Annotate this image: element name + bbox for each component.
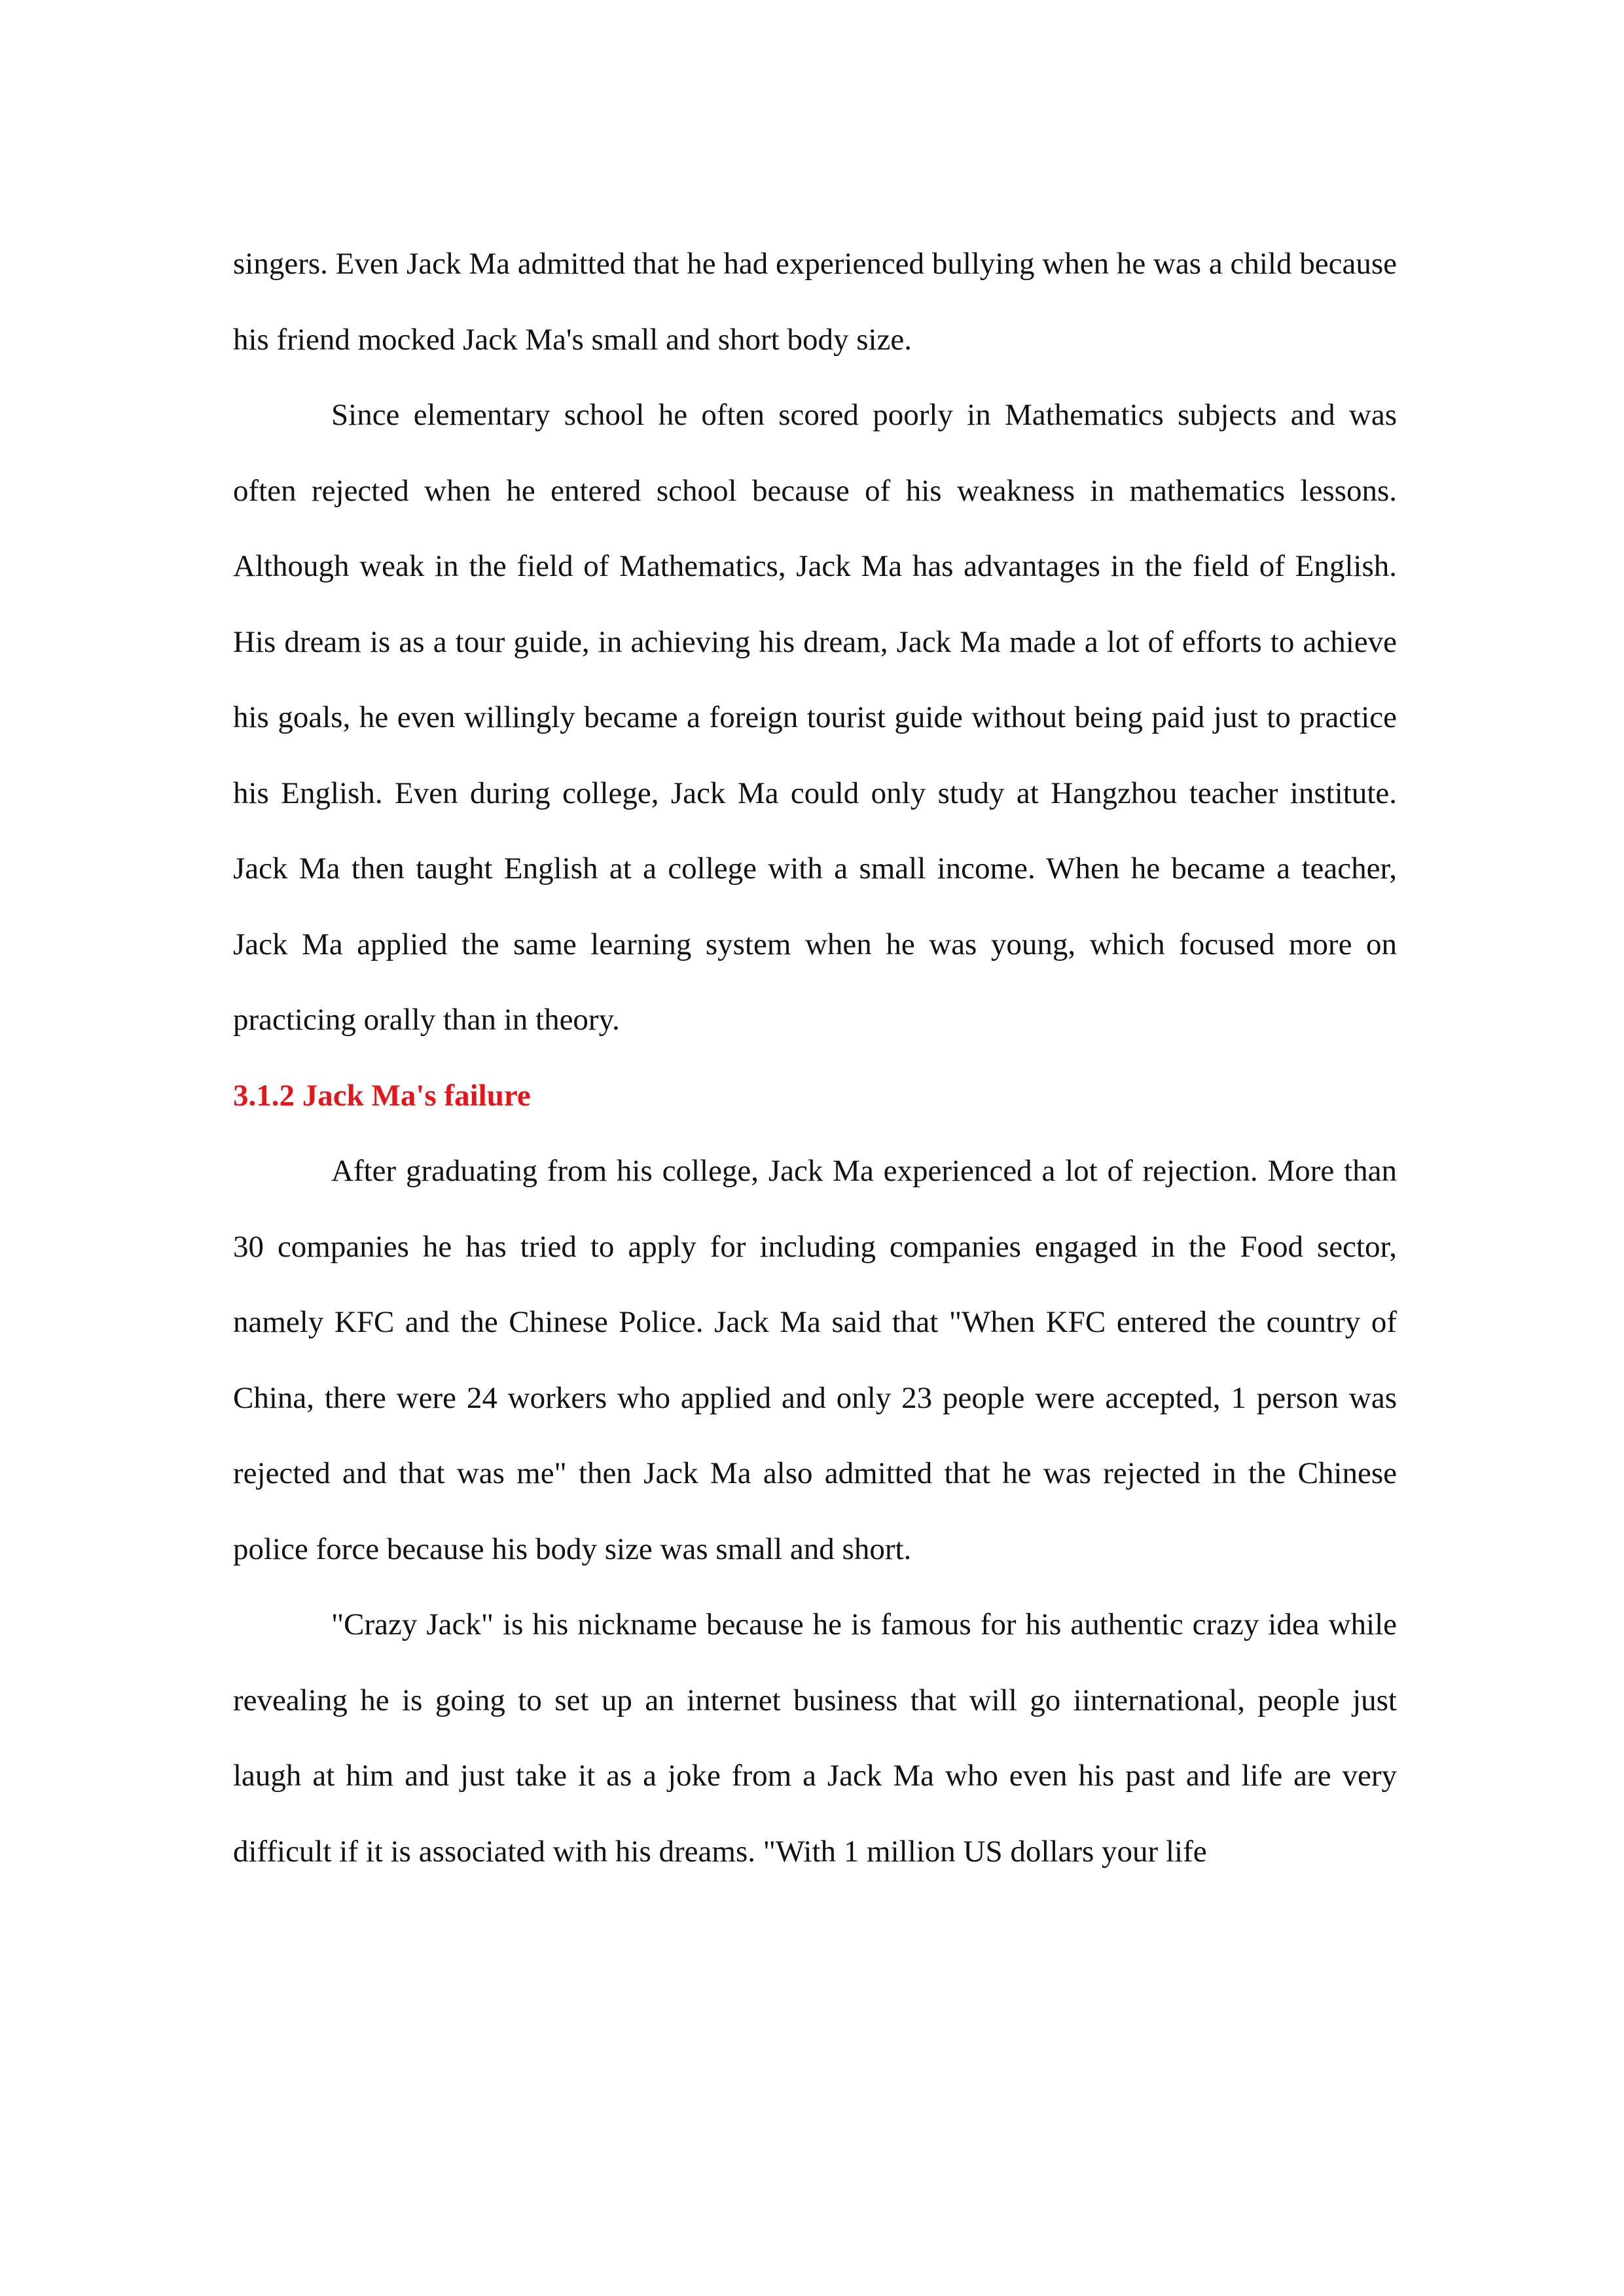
document-body — [233, 226, 1397, 1890]
section-heading-failure: 3.1.2 Jack Ma's failure — [233, 1078, 531, 1113]
paragraph-rejection: After graduating from his college, Jack Ma experienced a lot of rejection. More than 30 companies he has tried to apply for including companies engaged in the Food sector, namely KFC and the Chinese Police. Jack Ma said that "When KFC entered the country of China, there were 24 workers who applied and only 23 people were accepted, 1 person was rejected and that was me" then Jack Ma also admitted that he was rejected in the Chinese police force because his body size was small and short. — [233, 1154, 1397, 1566]
paragraph-bullying: singers. Even Jack Ma admitted that he had experienced bullying when he was a child because his friend mocked Jack Ma's small and short body size. — [233, 247, 1397, 357]
paragraph-crazy-jack: "Crazy Jack" is his nickname because he is famous for his authentic crazy idea while revealing he is going to set up an internet business that will go iinternational, people just laugh at him and just take it as a joke from a Jack Ma who even his past and life are very difficult if it is associated with his dreams. "With 1 million US dollars your life — [233, 1607, 1397, 1869]
paragraph-mathematics-english: Since elementary school he often scored poorly in Mathematics subjects and was often rejected when he entered school because of his weakness in mathematics lessons. Although weak in the field of Mathematics, Jack Ma has advantages in the field of English. His dream is as a tour guide, in achieving his dream, Jack Ma made a lot of efforts to achieve his goals, he even willingly became a foreign tourist guide without being paid just to practice his English. Even during college, Jack Ma could only study at Hangzhou teacher institute. Jack Ma then taught English at a college with a small income. When he became a teacher, Jack Ma applied the same learning system when he was young, which focused more on practicing orally than in theory. — [233, 398, 1397, 1037]
